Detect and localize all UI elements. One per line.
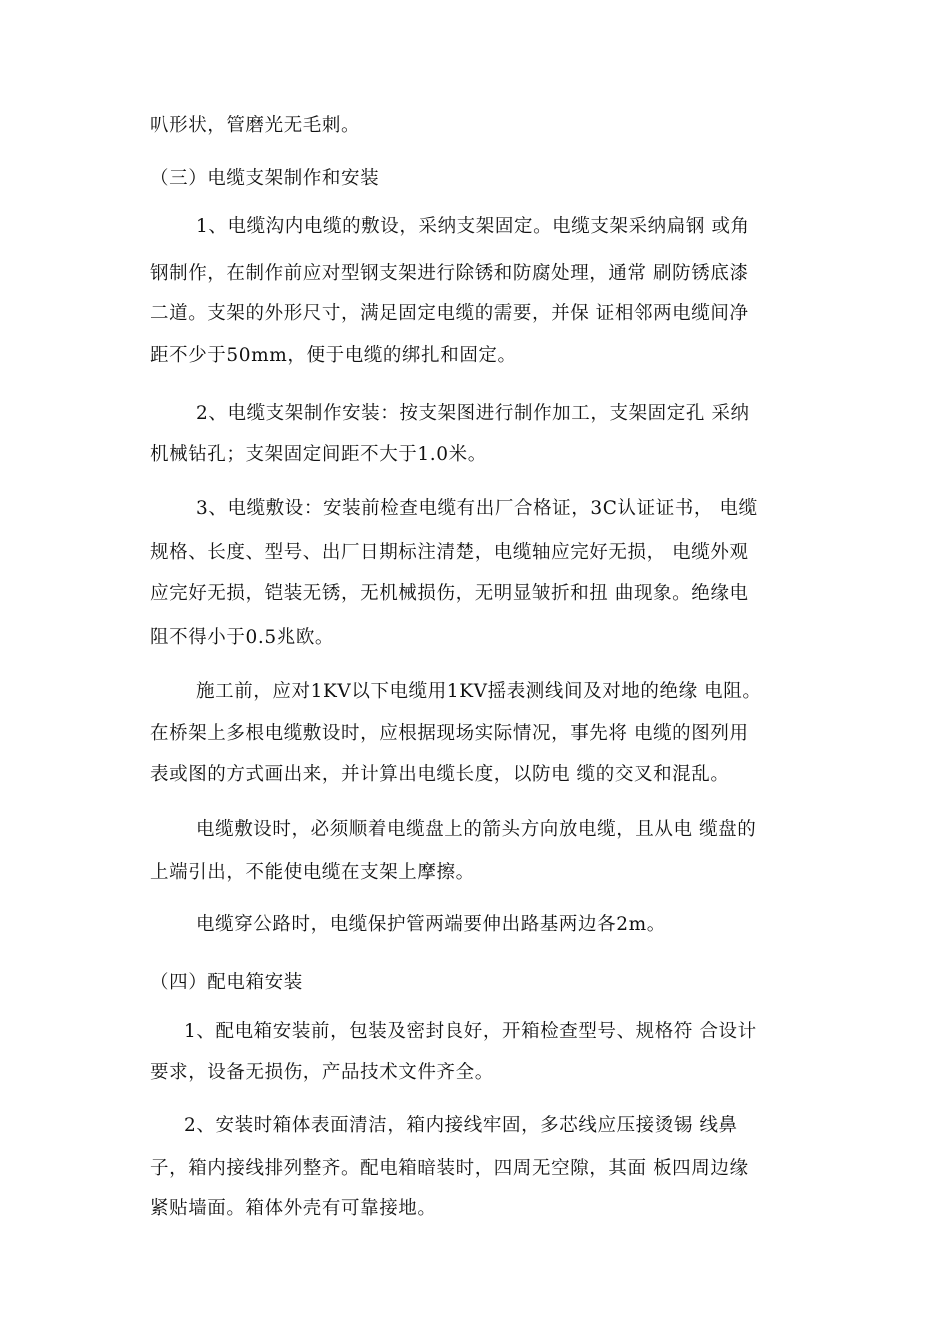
body-text-line: 上端引出，不能使电缆在支架上摩擦。 (150, 862, 475, 883)
body-text-line: 在桥架上多根电缆敷设时，应根据现场实际情况，事先将 电缆的图列用 (150, 723, 749, 744)
body-text-line: 紧贴墙面。箱体外壳有可靠接地。 (150, 1198, 437, 1219)
body-text-line: 距不少于50mm，便于电缆的绑扎和固定。 (150, 345, 517, 366)
body-text-line: 3、电缆敷设：安装前检查电缆有出厂合格证，3C认证证书， 电缆 (196, 498, 758, 519)
body-text-line: 阻不得小于0.5兆欧。 (150, 627, 335, 648)
body-text-line: 机械钻孔；支架固定间距不大于1.0米。 (150, 444, 487, 465)
section-heading: （四）配电箱安装 (150, 972, 303, 993)
body-text-line: 2、电缆支架制作安装：按支架图进行制作加工，支架固定孔 采纳 (196, 403, 750, 424)
body-text-line: 1、电缆沟内电缆的敷设，采纳支架固定。电缆支架采纳扁钢 或角 (196, 216, 750, 237)
body-text-line: 施工前，应对1KV以下电缆用1KV摇表测线间及对地的绝缘 电阻。 (196, 681, 762, 702)
body-text-line: 2、安装时箱体表面清洁，箱内接线牢固，多芯线应压接烫锡 线鼻 (184, 1115, 738, 1136)
body-text-line: 电缆穿公路时，电缆保护管两端要伸出路基两边各2m。 (196, 914, 666, 935)
body-text-line: 二道。支架的外形尺寸，满足固定电缆的需要，并保 证相邻两电缆间净 (150, 303, 749, 324)
body-text-line: 钢制作，在制作前应对型钢支架进行除锈和防腐处理，通常 刷防锈底漆 (150, 263, 749, 284)
body-text-line: 应完好无损，铠装无锈，无机械损伤，无明显皱折和扭 曲现象。绝缘电 (150, 583, 749, 604)
body-text-line: 表或图的方式画出来，并计算出电缆长度，以防电 缆的交叉和混乱。 (150, 764, 730, 785)
body-text-line: 叭形状，管磨光无毛刺。 (150, 115, 361, 136)
body-text-line: 子，箱内接线排列整齐。配电箱暗装时，四周无空隙，其面 板四周边缘 (150, 1158, 749, 1179)
body-text-line: 电缆敷设时，必须顺着电缆盘上的箭头方向放电缆，且从电 缆盘的 (196, 819, 757, 840)
body-text-line: 1、配电箱安装前，包装及密封良好，开箱检查型号、规格符 合设计 (184, 1021, 757, 1042)
section-heading: （三）电缆支架制作和安装 (150, 168, 380, 189)
body-text-line: 要求，设备无损伤，产品技术文件齐全。 (150, 1062, 494, 1083)
body-text-line: 规格、长度、型号、出厂日期标注清楚，电缆轴应完好无损， 电缆外观 (150, 542, 749, 563)
